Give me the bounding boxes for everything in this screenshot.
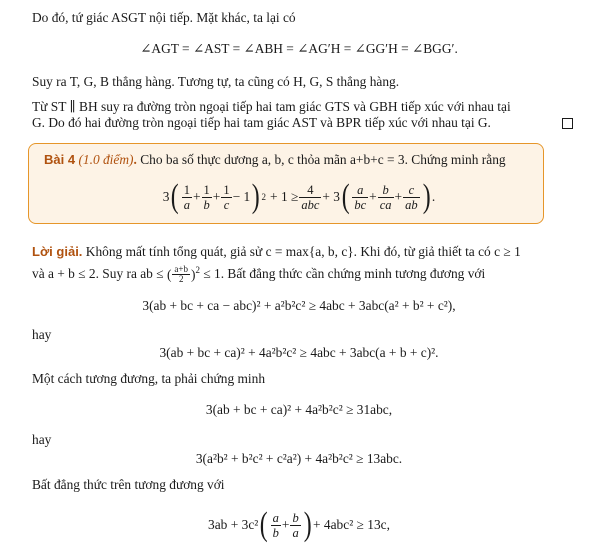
fraction-4-over-abc: $\frac{4}{\text{abc}}$ — [301, 182, 320, 212]
equation-5: 3(a²b² + b²c² + c²a²) + 4a²b²c² ≥ 13abc. — [195, 451, 403, 466]
word-hay-2: hay — [32, 432, 52, 447]
problem-inequality: 3 ( $\frac{1}{a}$ + $\frac{1}{b}$ + $\frac{1}{c}$ − 1 ) 2 + 1 ≥ $\frac{4}{\text{abc}}$ + 3 ( $\frac{a}{bc}$ + $\frac{b}{ca}$ + $\frac{c}{ab}$ ) . — [162, 178, 436, 215]
fraction-b-over-ca: $\frac{b}{ca}$ — [379, 182, 392, 212]
solution-line-3: Một cách tương đương, ta phải chứng minh — [32, 371, 266, 386]
paragraph-line-1: Do đó, tứ giác ASGT nội tiếp. Mặt khác, ta lại có — [32, 10, 296, 25]
equation-angles: ∠AGT = ∠AST = ∠ABH = ∠AG′H = ∠GG′H = ∠BGG′. — [140, 41, 458, 56]
fraction-a-over-bc: $\frac{a}{bc}$ — [354, 182, 367, 212]
paragraph-line-2: Suy ra T, G, B thẳng hàng. Tương tự, ta cũng có H, G, S thẳng hàng. — [32, 74, 400, 89]
fraction-a-over-b: $\frac{a}{b}$ — [272, 510, 279, 540]
solution-label: Lời giải. — [32, 244, 83, 259]
paragraph-line-4: G. Do đó hai đường tròn ngoại tiếp hai tam giác AST và BPR tiếp xúc với nhau tại G. — [32, 115, 491, 130]
qed-square-icon — [562, 118, 573, 129]
problem-statement: Cho ba số thực dương a, b, c thỏa mãn a+b+c = 3. Chứng minh rằng — [140, 152, 506, 167]
paragraph-line-3: Từ ST ∥ BH suy ra đường tròn ngoại tiếp hai tam giác GTS và GBH tiếp xúc với nhau tại — [32, 99, 511, 114]
problem-label: Bài 4 — [44, 152, 76, 167]
fraction-1-over-b: $\frac{1}{b}$ — [203, 182, 210, 212]
equation-6: 3ab + 3c² ( $\frac{a}{b}$ + $\frac{b}{a}$ ) + 4abc² ≥ 13c, — [208, 506, 390, 543]
fraction-c-over-ab: $\frac{c}{ab}$ — [405, 182, 418, 212]
problem-dot: . — [133, 152, 137, 167]
fraction-1-over-c: $\frac{1}{c}$ — [223, 182, 230, 212]
fraction-1-over-a: $\frac{1}{a}$ — [183, 182, 190, 212]
fraction-b-over-a: $\frac{b}{a}$ — [292, 510, 299, 540]
problem-score: (1.0 điểm) — [78, 152, 134, 167]
problem-header — [44, 152, 506, 168]
fraction-a-plus-b-over-2: $\frac{a+b}{2}$ — [174, 264, 188, 285]
solution-line-1: Lời giải. Không mất tính tổng quát, giả sử c = max{a, b, c}. Khi đó, từ giả thiết ta có c ≥ 1 — [32, 244, 521, 259]
equation-3: 3(ab + bc + ca)² + 4a²b²c² ≥ 4abc + 3abc(a + b + c)². — [159, 345, 439, 360]
word-hay-1: hay — [32, 327, 52, 342]
solution-line-2: và a + b ≤ 2. Suy ra ab ≤ ( $\frac{a+b}{2}$ )$^2$ ≤ 1. Bất đẳng thức cần chứng minh tương đương với — [32, 264, 486, 285]
equation-4: 3(ab + bc + ca)² + 4a²b²c² ≥ 31abc, — [205, 402, 393, 417]
equation-2: 3(ab + bc + ca − abc)² + a²b²c² ≥ 4abc + 3abc(a² + b² + c²), — [142, 298, 456, 313]
solution-line-4: Bất đẳng thức trên tương đương với — [32, 477, 225, 492]
